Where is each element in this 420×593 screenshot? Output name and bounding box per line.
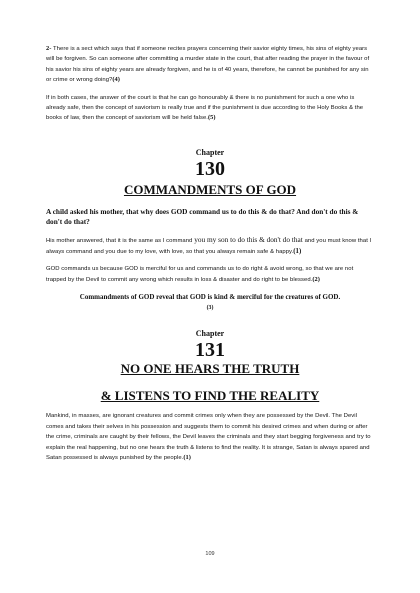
reference-marker: (1) bbox=[293, 248, 302, 256]
chapter-number: 131 bbox=[195, 339, 225, 362]
answer-text-part: and you must know that I always command and you due to my love, with love, so that you always remain safe & happy. bbox=[46, 237, 372, 256]
reference-marker: (4) bbox=[112, 76, 120, 84]
conclusion-text: Commandments of GOD reveal that GOD is kind & merciful for the creatures of GOD. bbox=[79, 293, 341, 302]
paragraph-text: GOD commands us because GOD is merciful for us and commands us to do right & avoid wrong, so that we are not trapped by the Devil to commit any wrong which results in loss & disaster and do right to be blessed. bbox=[46, 266, 354, 283]
chapter-title-line-2: & LISTENS TO FIND THE REALITY bbox=[100, 388, 320, 404]
chapter-title: COMMANDMENTS OF GOD bbox=[123, 181, 297, 197]
page-number: 109 bbox=[205, 551, 215, 557]
answer-text-part: you my son to do this & don't do that bbox=[194, 234, 303, 244]
reference-marker: (2) bbox=[312, 275, 320, 283]
paragraph-saviorism-question bbox=[46, 44, 374, 86]
paragraph-court-answer bbox=[46, 93, 374, 124]
paragraph-text: If in both cases, the answer of the court is that he can go honourably & there is no punishment for such a one who is already safe, then the concept of saviorism is really true and if the punishment is due according to the Holy Books & the books of law, then the concept of saviorism will be held false. bbox=[46, 94, 364, 122]
paragraph-text: There is a sect which says that if someone recites prayers concerning their savior eighty times, his sins of eighty years will be forgiven. So can someone after committing a murder state in the court, that after reading the prayer in the favour of his savior his sins of eighty years are already forgiven, and he is of 40 years, therefore, he cannot be punished for any sin or crime or wrong doing? bbox=[46, 46, 370, 84]
chapter-number: 130 bbox=[195, 157, 225, 180]
paragraph-mankind bbox=[46, 411, 374, 463]
reference-marker: (1) bbox=[183, 453, 191, 461]
chapter-label: Chapter bbox=[195, 147, 225, 157]
paragraph-text: Mankind, in masses, are ignorant creatures and commit crimes only when they are possessed by the Devil. The Devil comes and takes their selves in his possession and suggests them to commit his desired crimes and when during or after the crime, criminals are caught by their fellows, the Devil leaves the criminals and they start begging forgiveness and try to explain the real happening, but no one hears the truth & listens to find the reality. It is strange, Satan is always spared and Satan possessed is always punished by the people. bbox=[46, 413, 371, 461]
paragraph-god-commands bbox=[46, 264, 374, 285]
reference-marker: (5) bbox=[207, 114, 216, 122]
paragraph-mother-answer bbox=[46, 235, 374, 258]
paragraph-child-question: A child asked his mother, that why does GOD command us to do this & do that? And don't do this & don't do that? bbox=[46, 206, 359, 227]
chapter-title-line-1: NO ONE HEARS THE TRUTH bbox=[120, 361, 300, 377]
answer-text-part: His mother answered, that it is the same as I command bbox=[46, 237, 193, 244]
chapter-label: Chapter bbox=[195, 329, 225, 339]
reference-marker: (3) bbox=[206, 305, 214, 312]
paragraph-conclusion bbox=[46, 292, 374, 313]
paragraph-number: 2- bbox=[46, 45, 52, 52]
